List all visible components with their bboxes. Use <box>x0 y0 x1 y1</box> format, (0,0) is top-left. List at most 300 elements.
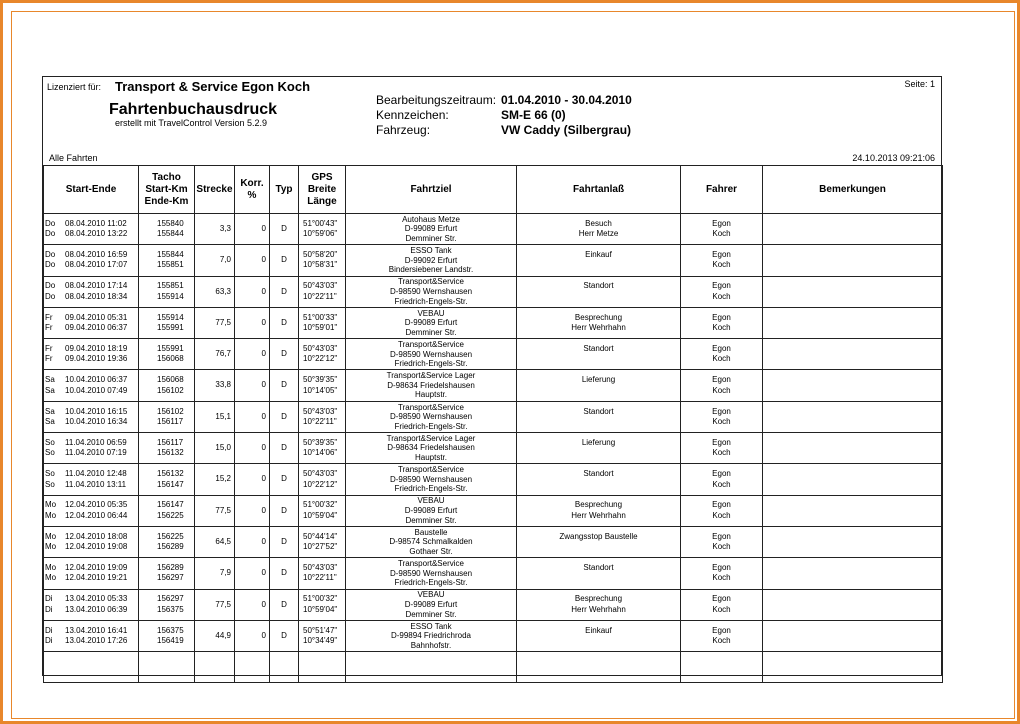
typ-cell: D <box>270 495 299 526</box>
anlass-line2: Herr Wehrhahn <box>571 510 626 520</box>
tacho-end: 156117 <box>157 416 184 426</box>
anlass-line2 <box>517 448 680 458</box>
datetime-start: 12.04.2010 18:08 <box>65 531 128 541</box>
tacho-cell <box>139 526 195 557</box>
anlass-line1: Lieferung <box>581 375 616 385</box>
period-label: Bearbeitungszeitraum: <box>376 93 497 107</box>
col-korr: Korr. % <box>235 166 270 214</box>
datetime-start: 12.04.2010 19:09 <box>65 563 128 572</box>
fahrtziel-cell <box>346 276 517 307</box>
gps-lon: 10°27'52" <box>303 542 338 552</box>
gps-lon: 10°14'06" <box>303 448 338 458</box>
ziel-street: Bahnhofstr. <box>410 640 452 650</box>
anlass-line2 <box>517 292 680 302</box>
ziel-name: Transport&Service <box>398 465 464 475</box>
page-number: Seite: 1 <box>904 79 935 89</box>
datetime-start: 08.04.2010 17:14 <box>65 281 128 291</box>
tacho-start: 155844 <box>157 250 184 260</box>
strecke-cell: 7,9 <box>195 558 235 589</box>
fahrtanlass-cell <box>517 245 681 276</box>
weekday-end: Mo <box>45 542 57 552</box>
ziel-city: D-99089 Erfurt <box>404 506 458 516</box>
anlass-line1: Standort <box>583 406 614 416</box>
ziel-city: D-98590 Wernshausen <box>389 568 473 578</box>
weekday-start: Do <box>45 218 56 228</box>
typ-cell: D <box>270 433 299 464</box>
fahrtanlass-cell <box>517 526 681 557</box>
fahrtanlass-cell <box>517 307 681 338</box>
bemerkung-cell <box>763 339 943 370</box>
tacho-start: 155991 <box>157 343 184 353</box>
gps-cell <box>299 558 346 589</box>
start-end-cell <box>44 558 139 589</box>
strecke-cell: 63,3 <box>195 276 235 307</box>
strecke-cell: 15,1 <box>195 401 235 432</box>
fahrer-cell <box>681 495 763 526</box>
bemerkung-cell <box>763 370 943 401</box>
anlass-line1: Einkauf <box>585 625 612 635</box>
ziel-name: Transport&Service <box>398 559 464 569</box>
weekday-end: Do <box>45 260 56 270</box>
strecke-cell: 15,0 <box>195 433 235 464</box>
gps-lat: 51°00'32" <box>303 500 338 510</box>
table-row <box>44 589 943 620</box>
ziel-street: Friedrich-Engels-Str. <box>394 359 468 369</box>
fahrer-last: Koch <box>712 323 731 333</box>
anlass-line2 <box>517 636 680 646</box>
bemerkung-cell <box>763 401 943 432</box>
tacho-start: 156225 <box>157 531 184 541</box>
gps-cell <box>299 307 346 338</box>
licensed-label: Lizenziert für: <box>47 82 102 92</box>
gps-lat: 50°43'03" <box>303 406 338 416</box>
faint-mark <box>36 678 38 687</box>
anlass-line2: Herr Wehrhahn <box>571 323 626 333</box>
gps-lon: 10°22'11" <box>303 291 337 301</box>
fahrtziel-cell <box>346 370 517 401</box>
datetime-start: 09.04.2010 18:19 <box>65 343 128 353</box>
ziel-street: Demminer Str. <box>405 327 457 337</box>
tacho-cell <box>139 589 195 620</box>
tacho-start: 156132 <box>157 469 184 479</box>
fahrer-first: Egon <box>712 375 731 385</box>
ziel-street: Gothaer Str. <box>409 546 453 556</box>
gps-cell <box>299 245 346 276</box>
fahrer-last: Koch <box>712 573 731 583</box>
tacho-cell <box>139 370 195 401</box>
tacho-start: 155840 <box>157 218 184 228</box>
ziel-street: Hauptstr. <box>414 390 447 400</box>
col-fahrtanlass: Fahrtanlaß <box>517 166 681 214</box>
table-empty-row <box>44 652 943 683</box>
anlass-line1: Lieferung <box>581 437 616 447</box>
fahrtziel-cell <box>346 620 517 651</box>
fahrer-first: Egon <box>712 281 731 291</box>
table-row <box>44 307 943 338</box>
weekday-start: Di <box>45 625 53 635</box>
korr-cell: 0 <box>235 370 270 401</box>
start-end-cell <box>44 339 139 370</box>
korr-cell: 0 <box>235 307 270 338</box>
bemerkung-cell <box>763 276 943 307</box>
tacho-start: 155914 <box>157 312 184 322</box>
ziel-name: Transport&Service Lager <box>386 433 476 443</box>
gps-lon: 10°34'49" <box>303 636 338 645</box>
datetime-start: 13.04.2010 16:41 <box>65 625 128 635</box>
gps-lat: 51°00'43" <box>303 218 338 228</box>
anlass-line2: Herr Metze <box>578 229 619 239</box>
ziel-street: Hauptstr. <box>414 453 447 463</box>
start-end-cell <box>44 276 139 307</box>
datetime-end: 12.04.2010 19:08 <box>65 542 128 552</box>
tacho-end: 156375 <box>157 604 184 614</box>
table-row <box>44 214 943 245</box>
gps-lat: 50°44'14" <box>303 531 338 541</box>
gps-cell <box>299 214 346 245</box>
tacho-cell <box>139 495 195 526</box>
ziel-street: Friedrich-Engels-Str. <box>394 484 468 494</box>
datetime-end: 08.04.2010 18:34 <box>65 291 128 301</box>
anlass-line1: Besprechung <box>574 500 623 510</box>
fahrer-cell <box>681 276 763 307</box>
ziel-city: D-99092 Erfurt <box>404 255 458 265</box>
table-row <box>44 245 943 276</box>
weekday-start: So <box>45 469 55 479</box>
ziel-name: ESSO Tank <box>410 621 452 631</box>
anlass-line1: Standort <box>583 469 614 479</box>
period-value: 01.04.2010 - 30.04.2010 <box>501 93 632 107</box>
tacho-start: 156068 <box>157 375 184 385</box>
trip-filter: Alle Fahrten <box>49 153 98 163</box>
gps-lon: 10°14'05" <box>303 385 338 395</box>
korr-cell: 0 <box>235 401 270 432</box>
fahrer-last: Koch <box>712 510 731 520</box>
anlass-line2 <box>517 573 680 583</box>
datetime-start: 13.04.2010 05:33 <box>65 594 128 604</box>
typ-cell: D <box>270 370 299 401</box>
korr-cell: 0 <box>235 558 270 589</box>
weekday-start: Sa <box>45 406 55 416</box>
weekday-end: Di <box>45 636 53 645</box>
typ-cell: D <box>270 589 299 620</box>
fahrer-last: Koch <box>712 448 731 458</box>
start-end-cell <box>44 245 139 276</box>
fahrer-first: Egon <box>712 343 731 353</box>
fahrer-last: Koch <box>712 354 731 364</box>
ziel-street: Demminer Str. <box>405 233 457 243</box>
weekday-start: Di <box>45 594 53 604</box>
fahrtanlass-cell <box>517 558 681 589</box>
fahrer-first: Egon <box>712 312 731 322</box>
tacho-cell <box>139 276 195 307</box>
fahrtanlass-cell <box>517 276 681 307</box>
tacho-end: 156289 <box>157 542 184 552</box>
fahrer-cell <box>681 620 763 651</box>
fahrer-cell <box>681 464 763 495</box>
gps-cell <box>299 620 346 651</box>
weekday-end: Fr <box>45 323 53 333</box>
start-end-cell <box>44 464 139 495</box>
tacho-start: 156297 <box>157 594 184 604</box>
fahrer-last: Koch <box>712 416 731 426</box>
datetime-end: 08.04.2010 13:22 <box>65 229 128 239</box>
fahrtanlass-cell <box>517 464 681 495</box>
korr-cell: 0 <box>235 526 270 557</box>
fahrtziel-cell <box>346 401 517 432</box>
gps-cell <box>299 589 346 620</box>
strecke-cell: 7,0 <box>195 245 235 276</box>
gps-cell <box>299 464 346 495</box>
bemerkung-cell <box>763 307 943 338</box>
fahrtziel-cell <box>346 214 517 245</box>
datetime-end: 11.04.2010 13:11 <box>65 479 127 489</box>
fahrer-first: Egon <box>712 250 731 260</box>
gps-cell <box>299 495 346 526</box>
ziel-city: D-98590 Wernshausen <box>389 349 473 359</box>
fahrer-first: Egon <box>712 406 731 416</box>
tacho-cell <box>139 307 195 338</box>
weekday-start: Fr <box>45 343 53 353</box>
fahrtanlass-cell <box>517 214 681 245</box>
fahrer-cell <box>681 214 763 245</box>
gps-lon: 10°22'11" <box>303 416 337 426</box>
fahrer-cell <box>681 370 763 401</box>
gps-cell <box>299 433 346 464</box>
datetime-end: 13.04.2010 06:39 <box>65 604 128 614</box>
anlass-line2 <box>517 542 680 552</box>
fahrer-last: Koch <box>712 636 731 645</box>
weekday-start: Sa <box>45 375 55 385</box>
tacho-start: 156102 <box>157 406 184 416</box>
tacho-end: 156225 <box>157 510 184 520</box>
ziel-name: Autohaus Metze <box>402 214 460 224</box>
created-with-note: erstellt mit TravelControl Version 5.2.9 <box>115 118 268 128</box>
typ-cell: D <box>270 214 299 245</box>
anlass-line1: Standort <box>583 343 614 353</box>
korr-cell: 0 <box>235 276 270 307</box>
fahrer-last: Koch <box>712 604 731 614</box>
ziel-city: D-99089 Erfurt <box>404 599 458 609</box>
table-row <box>44 620 943 651</box>
korr-cell: 0 <box>235 433 270 464</box>
gps-lat: 50°43'03" <box>303 563 338 572</box>
fahrer-cell <box>681 589 763 620</box>
weekday-end: Fr <box>45 354 53 364</box>
ziel-city: D-98634 Friedelshausen <box>387 443 475 453</box>
ziel-city: D-99089 Erfurt <box>404 318 458 328</box>
gps-lat: 50°43'03" <box>303 281 338 291</box>
strecke-cell: 33,8 <box>195 370 235 401</box>
tacho-end: 156147 <box>157 479 184 489</box>
start-end-cell <box>44 307 139 338</box>
weekday-start: Do <box>45 281 56 291</box>
weekday-start: Fr <box>45 312 53 322</box>
datetime-start: 08.04.2010 11:02 <box>65 218 127 228</box>
tacho-cell <box>139 464 195 495</box>
gps-lat: 50°39'35" <box>303 375 338 385</box>
tacho-end: 156297 <box>157 573 184 583</box>
fahrer-last: Koch <box>712 542 731 552</box>
table-row <box>44 526 943 557</box>
fahrer-cell <box>681 307 763 338</box>
gps-lon: 10°22'12" <box>303 479 338 489</box>
vehicle-value: VW Caddy (Silbergrau) <box>501 123 632 137</box>
weekday-start: Do <box>45 250 56 260</box>
print-date: 24.10.2013 09:21:06 <box>852 153 935 163</box>
start-end-cell <box>44 620 139 651</box>
fahrer-last: Koch <box>712 291 731 301</box>
tacho-end: 156068 <box>157 354 184 364</box>
tacho-cell <box>139 339 195 370</box>
strecke-cell: 44,9 <box>195 620 235 651</box>
datetime-start: 11.04.2010 06:59 <box>65 437 127 447</box>
ziel-city: D-99894 Friedrichroda <box>390 631 472 641</box>
fahrer-cell <box>681 339 763 370</box>
datetime-start: 11.04.2010 12:48 <box>65 469 127 479</box>
fahrer-first: Egon <box>712 500 731 510</box>
anlass-line2 <box>517 386 680 396</box>
typ-cell: D <box>270 276 299 307</box>
tacho-cell <box>139 433 195 464</box>
trip-log-table <box>43 165 943 683</box>
fahrtanlass-cell <box>517 339 681 370</box>
bemerkung-cell <box>763 589 943 620</box>
col-strecke: Strecke <box>195 166 235 214</box>
start-end-cell <box>44 495 139 526</box>
gps-lon: 10°59'04" <box>303 604 338 614</box>
start-end-cell <box>44 589 139 620</box>
gps-cell <box>299 401 346 432</box>
gps-lat: 50°43'03" <box>303 343 338 353</box>
gps-cell <box>299 339 346 370</box>
fahrtanlass-cell <box>517 401 681 432</box>
typ-cell: D <box>270 464 299 495</box>
anlass-line1: Besuch <box>585 218 612 228</box>
anlass-line1: Standort <box>583 563 614 572</box>
ziel-street: Demminer Str. <box>405 515 457 525</box>
strecke-cell: 77,5 <box>195 495 235 526</box>
ziel-name: Transport&Service <box>398 339 464 349</box>
anlass-line1: Besprechung <box>574 312 623 322</box>
gps-lat: 50°58'20" <box>303 250 338 260</box>
col-fahrtziel: Fahrtziel <box>346 166 517 214</box>
weekday-end: Do <box>45 291 56 301</box>
fahrer-cell <box>681 558 763 589</box>
weekday-start: Mo <box>45 500 57 510</box>
ziel-street: Friedrich-Engels-Str. <box>394 578 468 588</box>
gps-lat: 50°51'47" <box>303 625 338 635</box>
fahrer-cell <box>681 245 763 276</box>
table-row <box>44 339 943 370</box>
table-row <box>44 433 943 464</box>
fahrer-cell <box>681 433 763 464</box>
fahrtziel-cell <box>346 495 517 526</box>
fahrer-last: Koch <box>712 479 731 489</box>
plate-label: Kennzeichen: <box>376 108 449 122</box>
fahrtziel-cell <box>346 245 517 276</box>
fahrtanlass-cell <box>517 370 681 401</box>
tacho-start: 155851 <box>157 281 184 291</box>
ziel-street: Friedrich-Engels-Str. <box>394 296 468 306</box>
tacho-cell <box>139 214 195 245</box>
weekday-end: So <box>45 448 55 458</box>
strecke-cell: 64,5 <box>195 526 235 557</box>
ziel-city: D-99089 Erfurt <box>404 224 458 234</box>
weekday-end: Di <box>45 604 53 614</box>
fahrtanlass-cell <box>517 620 681 651</box>
strecke-cell: 15,2 <box>195 464 235 495</box>
gps-lat: 50°43'03" <box>303 469 338 479</box>
start-end-cell <box>44 214 139 245</box>
page-title: Fahrtenbuchausdruck <box>109 101 278 118</box>
col-fahrer: Fahrer <box>681 166 763 214</box>
korr-cell: 0 <box>235 464 270 495</box>
typ-cell: D <box>270 339 299 370</box>
table-row <box>44 370 943 401</box>
datetime-end: 10.04.2010 16:34 <box>65 416 128 426</box>
ziel-name: Baustelle <box>414 527 448 537</box>
ziel-city: D-98590 Wernshausen <box>389 286 473 296</box>
typ-cell: D <box>270 558 299 589</box>
tacho-start: 156289 <box>157 563 184 572</box>
anlass-line1: Besprechung <box>574 594 623 604</box>
korr-cell: 0 <box>235 214 270 245</box>
datetime-end: 10.04.2010 07:49 <box>65 385 128 395</box>
col-gps: GPS Breite Länge <box>299 166 346 214</box>
ziel-street: Demminer Str. <box>405 609 457 619</box>
fahrtziel-cell <box>346 464 517 495</box>
weekday-end: Sa <box>45 385 55 395</box>
tacho-end: 155844 <box>157 229 184 239</box>
datetime-end: 12.04.2010 06:44 <box>65 510 128 520</box>
gps-lon: 10°22'11" <box>303 573 337 583</box>
col-bemerkungen: Bemerkungen <box>763 166 943 214</box>
gps-lat: 50°39'35" <box>303 437 338 447</box>
korr-cell: 0 <box>235 339 270 370</box>
fahrer-first: Egon <box>712 563 731 572</box>
datetime-end: 13.04.2010 17:26 <box>65 636 128 645</box>
table-row <box>44 276 943 307</box>
fahrtziel-cell <box>346 307 517 338</box>
start-end-cell <box>44 526 139 557</box>
datetime-end: 11.04.2010 07:19 <box>65 448 127 458</box>
table-row <box>44 464 943 495</box>
fahrtziel-cell <box>346 526 517 557</box>
weekday-end: So <box>45 479 55 489</box>
table-row <box>44 558 943 589</box>
tacho-start: 156117 <box>157 437 184 447</box>
strecke-cell: 77,5 <box>195 307 235 338</box>
weekday-end: Mo <box>45 573 57 583</box>
start-end-cell <box>44 433 139 464</box>
strecke-cell: 3,3 <box>195 214 235 245</box>
tacho-start: 156375 <box>157 625 184 635</box>
fahrtziel-cell <box>346 339 517 370</box>
fahrer-first: Egon <box>712 594 731 604</box>
datetime-end: 08.04.2010 17:07 <box>65 260 128 270</box>
anlass-line1: Einkauf <box>585 250 612 260</box>
fahrer-first: Egon <box>712 531 731 541</box>
start-end-cell <box>44 370 139 401</box>
tacho-end: 155914 <box>157 291 184 301</box>
fahrer-cell <box>681 526 763 557</box>
datetime-start: 12.04.2010 05:35 <box>65 500 128 510</box>
ziel-city: D-98590 Wernshausen <box>389 412 473 422</box>
tacho-end: 155991 <box>157 323 184 333</box>
ziel-name: Transport&Service <box>398 402 464 412</box>
start-end-cell <box>44 401 139 432</box>
ziel-name: Transport&Service Lager <box>386 371 476 381</box>
